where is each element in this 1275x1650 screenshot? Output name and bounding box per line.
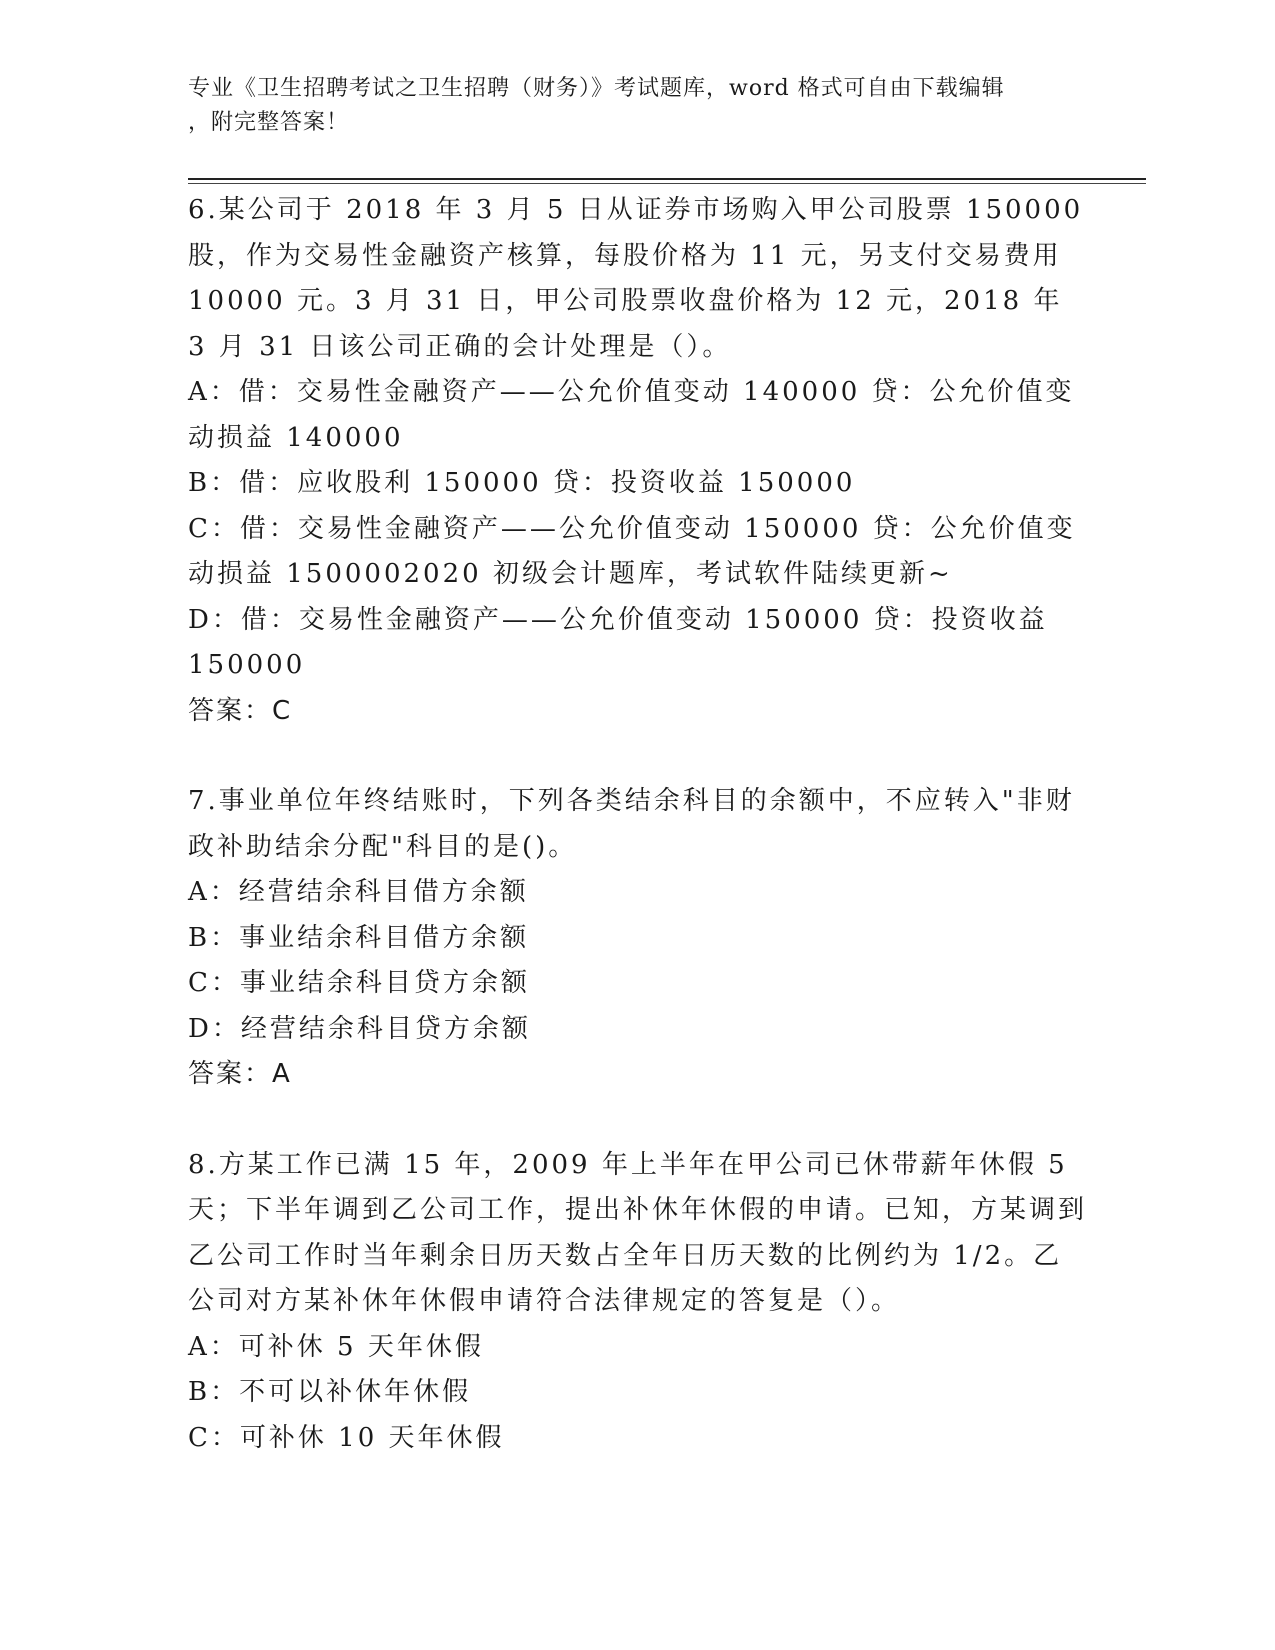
answer: 答案：A bbox=[188, 1059, 292, 1089]
header-divider-thin bbox=[188, 183, 1146, 184]
question-8 bbox=[188, 1143, 1088, 1462]
document-header bbox=[188, 72, 1088, 140]
option-d: D：借：交易性金融资产——公允价值变动 150000 贷：投资收益 150000 bbox=[188, 604, 1048, 680]
header-line-2: ，附完整答案！ bbox=[188, 110, 350, 135]
header-line-1: 专业《卫生招聘考试之卫生招聘（财务）》考试题库，word 格式可自由下载编辑 bbox=[188, 76, 1005, 101]
header-divider bbox=[188, 178, 1146, 180]
answer: 答案：C bbox=[188, 695, 293, 726]
question-stem: 7.事业单位年终结账时，下列各类结余科目的余额中，不应转入"非财政补助结余分配"科目的是()。 bbox=[188, 786, 1075, 862]
question-6 bbox=[188, 188, 1088, 734]
option-a: A：借：交易性金融资产——公允价值变动 140000 贷：公允价值变动损益 140000 bbox=[188, 377, 1075, 453]
option-b: B：事业结余科目借方余额 bbox=[188, 922, 530, 953]
option-b: B：不可以补休年休假 bbox=[188, 1377, 472, 1407]
option-c: C：借：交易性金融资产——公允价值变动 150000 贷：公允价值变动损益 1500002020 初级会计题库，考试软件陆续更新~ bbox=[188, 513, 1076, 589]
option-c: C：可补休 10 天年休假 bbox=[188, 1422, 505, 1453]
option-d: D：经营结余科目贷方余额 bbox=[188, 1013, 531, 1044]
question-list bbox=[188, 188, 1088, 1461]
option-c: C：事业结余科目贷方余额 bbox=[188, 968, 530, 998]
question-stem: 6.某公司于 2018 年 3 月 5 日从证券市场购入甲公司股票 150000 股，作为交易性金融资产核算，每股价格为 11 元，另支付交易费用 10000 元。3 月 31 日，甲公司股票收盘价格为 12 元，2018 年 3 月 31 日该公司正确的会计处理是（）。 bbox=[188, 195, 1084, 362]
question-spacer bbox=[188, 1098, 1088, 1143]
option-a: A：可补休 5 天年休假 bbox=[188, 1331, 484, 1362]
question-stem: 8.方某工作已满 15 年，2009 年上半年在甲公司已休带薪年休假 5 天；下半年调到乙公司工作，提出补休年休假的申请。已知，方某调到乙公司工作时当年剩余日历天数占全年日历天数的比例约为 1/2。乙公司对方某补休年休假申请符合法律规定的答复是（）。 bbox=[188, 1149, 1088, 1316]
option-b: B：借：应收股利 150000 贷：投资收益 150000 bbox=[188, 468, 856, 498]
question-spacer bbox=[188, 734, 1088, 779]
option-a: A：经营结余科目借方余额 bbox=[188, 877, 529, 907]
question-7 bbox=[188, 779, 1088, 1098]
